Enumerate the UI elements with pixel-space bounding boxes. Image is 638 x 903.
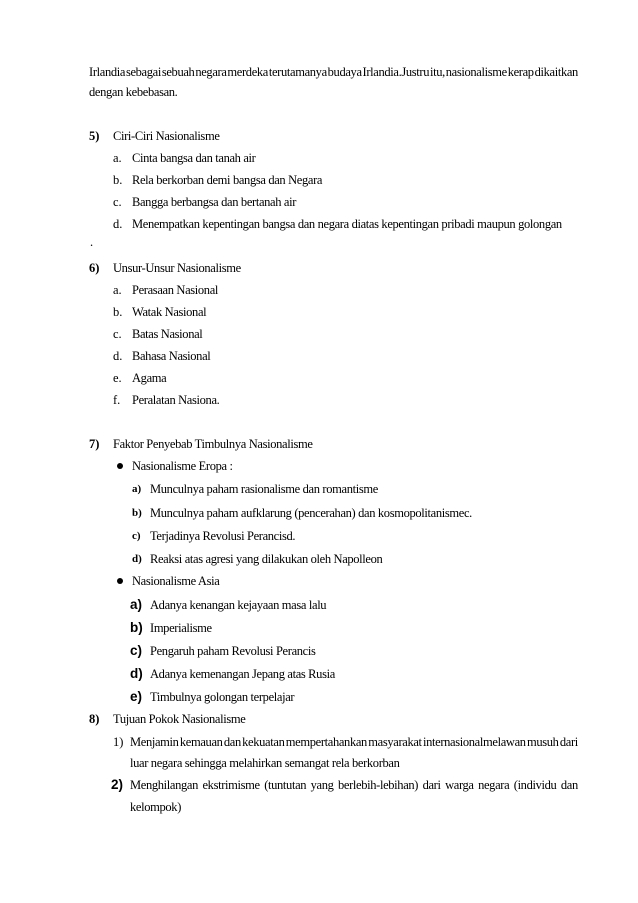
eropa-item-c-marker: c) <box>132 530 141 542</box>
word: internasionalmelawan <box>422 735 526 749</box>
section-5-item-b: Rela berkorban demi bangsa dan Negara <box>132 173 323 187</box>
word: negara <box>195 65 227 79</box>
section-5-item-c-marker: c. <box>113 195 122 209</box>
section-7-number: 7) <box>89 437 100 451</box>
asia-item-a: Adanya kenangan kejayaan masa lalu <box>150 598 327 612</box>
section-6-item-e-marker: e. <box>113 371 122 385</box>
word: berlebih-lebihan) <box>337 778 419 792</box>
word: Menjamin <box>130 735 179 749</box>
section-5-item-c: Bangga berbangsa dan bertanah air <box>132 195 297 209</box>
word: dan <box>223 735 241 749</box>
section-6-item-d: Bahasa Nasional <box>132 349 211 363</box>
word: nasionalisme <box>445 65 507 79</box>
section-5-item-a: Cinta bangsa dan tanah air <box>132 151 256 165</box>
eropa-item-a-marker: a) <box>132 483 142 495</box>
word: masyarakat <box>368 735 422 749</box>
section-6-item-a: Perasaan Nasional <box>132 283 219 297</box>
section-5-item-b-marker: b. <box>113 173 123 187</box>
eropa-item-b-marker: b) <box>132 507 142 519</box>
eropa-item-d: Reaksi atas agresi yang dilakukan oleh Napolleon <box>150 552 383 566</box>
section-5-item-d-marker: d. <box>113 217 123 231</box>
word: Menghilangan <box>130 778 199 792</box>
word: mempertahankan <box>285 735 367 749</box>
section-8-item-1-line-1 <box>130 734 578 750</box>
section-6-item-d-marker: d. <box>113 349 123 363</box>
section-6-number: 6) <box>89 261 100 275</box>
intro-line-1 <box>89 64 578 80</box>
word: itu, <box>429 65 445 79</box>
asia-title: Nasionalisme Asia <box>132 574 220 588</box>
section-6-item-b-marker: b. <box>113 305 123 319</box>
section-8-item-2-line-2: kelompok) <box>130 800 182 814</box>
section-5-title: Ciri-Ciri Nasionalisme <box>113 129 220 143</box>
word: dikaitkan <box>534 65 578 79</box>
word: ekstrimisme <box>202 778 260 792</box>
section-8-number: 8) <box>89 712 100 726</box>
eropa-title: Nasionalisme Eropa : <box>132 459 233 473</box>
eropa-item-d-marker: d) <box>132 553 142 565</box>
eropa-item-c: Terjadinya Revolusi Perancisd. <box>150 529 296 543</box>
bullet-eropa <box>117 463 123 469</box>
word: musuh <box>526 735 559 749</box>
asia-item-e-marker: e) <box>130 689 143 704</box>
word: negara <box>478 778 510 792</box>
asia-item-e: Timbulnya golongan terpelajar <box>150 690 295 704</box>
asia-item-d-marker: d) <box>130 666 143 681</box>
section-6-title: Unsur-Unsur Nasionalisme <box>113 261 241 275</box>
section-5-number: 5) <box>89 129 100 143</box>
word: merdeka <box>227 65 268 79</box>
word: warga <box>445 778 474 792</box>
section-6-item-f-marker: f. <box>113 393 121 407</box>
word: dan <box>560 778 578 792</box>
asia-item-d: Adanya kemenangan Jepang atas Rusia <box>150 667 335 681</box>
word: Irlandia <box>89 65 126 79</box>
intro-line-2: dengan kebebasan. <box>89 85 178 99</box>
eropa-item-b: Munculnya paham aufklarung (pencerahan) dan kosmopolitanismec. <box>150 506 472 520</box>
word: sebuah <box>161 65 195 79</box>
stray-period: . <box>90 235 94 249</box>
section-8-item-1-line-2: luar negara sehingga melahirkan semangat rela berkorban <box>130 756 400 770</box>
word: (individu <box>513 778 557 792</box>
word: (tuntutan <box>264 778 307 792</box>
word: kemauan <box>179 735 223 749</box>
word: kekuatan <box>242 735 285 749</box>
word: budaya <box>327 65 362 79</box>
section-6-item-b: Watak Nasional <box>132 305 207 319</box>
section-8-item-2-line-1 <box>130 777 578 793</box>
bullet-asia <box>117 578 123 584</box>
section-6-item-f: Peralatan Nasiona. <box>132 393 220 407</box>
section-5-item-a-marker: a. <box>113 151 122 165</box>
word: dari <box>559 735 578 749</box>
asia-item-b: Imperialisme <box>150 621 212 635</box>
section-6-item-c-marker: c. <box>113 327 122 341</box>
section-6-item-a-marker: a. <box>113 283 122 297</box>
word: Irlandia.Justru <box>362 65 430 79</box>
section-8-title: Tujuan Pokok Nasionalisme <box>113 712 246 726</box>
asia-item-a-marker: a) <box>130 597 143 612</box>
section-7-title: Faktor Penyebab Timbulnya Nasionalisme <box>113 437 313 451</box>
asia-item-c: Pengaruh paham Revolusi Perancis <box>150 644 316 658</box>
word: terutamanya <box>268 65 327 79</box>
asia-item-b-marker: b) <box>130 620 143 635</box>
section-8-item-2-marker: 2) <box>111 777 124 792</box>
asia-item-c-marker: c) <box>130 643 143 658</box>
word: kerap <box>507 65 534 79</box>
word: yang <box>310 778 334 792</box>
section-6-item-c: Batas Nasional <box>132 327 203 341</box>
word: dari <box>422 778 441 792</box>
section-5-item-d: Menempatkan kepentingan bangsa dan negara diatas kepentingan pribadi maupun golongan <box>132 217 562 231</box>
word: sebagai <box>125 65 161 79</box>
section-6-item-e: Agama <box>132 371 167 385</box>
eropa-item-a: Munculnya paham rasionalisme dan romantisme <box>150 482 378 496</box>
section-8-item-1-marker: 1) <box>113 735 124 749</box>
